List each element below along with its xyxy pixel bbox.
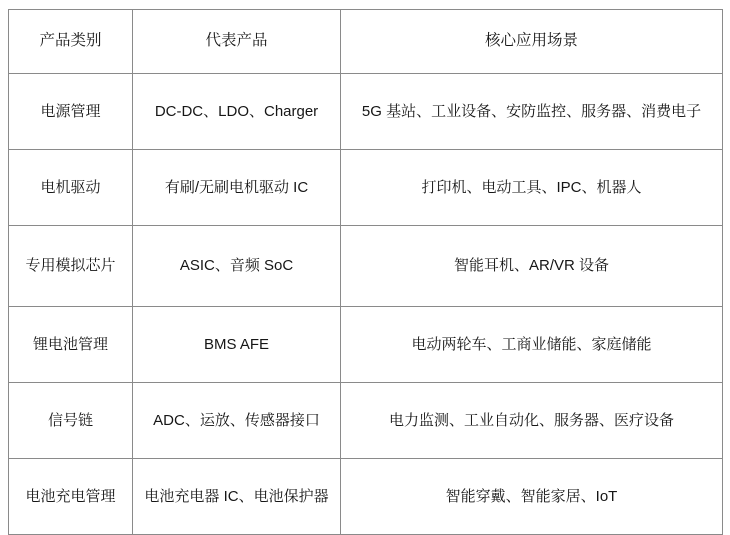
table-row bbox=[9, 307, 723, 383]
product-category-table bbox=[8, 9, 723, 535]
table-row bbox=[9, 383, 723, 459]
cell-scenarios: 电动两轮车、工商业储能、家庭储能 bbox=[341, 307, 723, 383]
cell-representative: ADC、运放、传感器接口 bbox=[133, 383, 341, 459]
cell-scenarios: 智能耳机、AR/VR 设备 bbox=[341, 226, 723, 307]
cell-representative: 有刷/无刷电机驱动 IC bbox=[133, 150, 341, 226]
table-header-row bbox=[9, 10, 723, 74]
cell-scenarios: 智能穿戴、智能家居、IoT bbox=[341, 459, 723, 535]
cell-representative: 电池充电器 IC、电池保护器 bbox=[133, 459, 341, 535]
cell-category: 锂电池管理 bbox=[9, 307, 133, 383]
table-row bbox=[9, 459, 723, 535]
column-header-scenarios: 核心应用场景 bbox=[341, 10, 723, 74]
cell-category: 专用模拟芯片 bbox=[9, 226, 133, 307]
table-row bbox=[9, 74, 723, 150]
cell-representative: BMS AFE bbox=[133, 307, 341, 383]
column-header-representative: 代表产品 bbox=[133, 10, 341, 74]
cell-category: 电池充电管理 bbox=[9, 459, 133, 535]
cell-category: 电机驱动 bbox=[9, 150, 133, 226]
cell-representative: ASIC、音频 SoC bbox=[133, 226, 341, 307]
table-row bbox=[9, 226, 723, 307]
table-row bbox=[9, 150, 723, 226]
cell-scenarios: 电力监测、工业自动化、服务器、医疗设备 bbox=[341, 383, 723, 459]
cell-scenarios: 打印机、电动工具、IPC、机器人 bbox=[341, 150, 723, 226]
cell-category: 信号链 bbox=[9, 383, 133, 459]
cell-representative: DC-DC、LDO、Charger bbox=[133, 74, 341, 150]
product-table-container bbox=[8, 9, 722, 535]
column-header-category: 产品类别 bbox=[9, 10, 133, 74]
cell-scenarios: 5G 基站、工业设备、安防监控、服务器、消费电子 bbox=[341, 74, 723, 150]
cell-category: 电源管理 bbox=[9, 74, 133, 150]
